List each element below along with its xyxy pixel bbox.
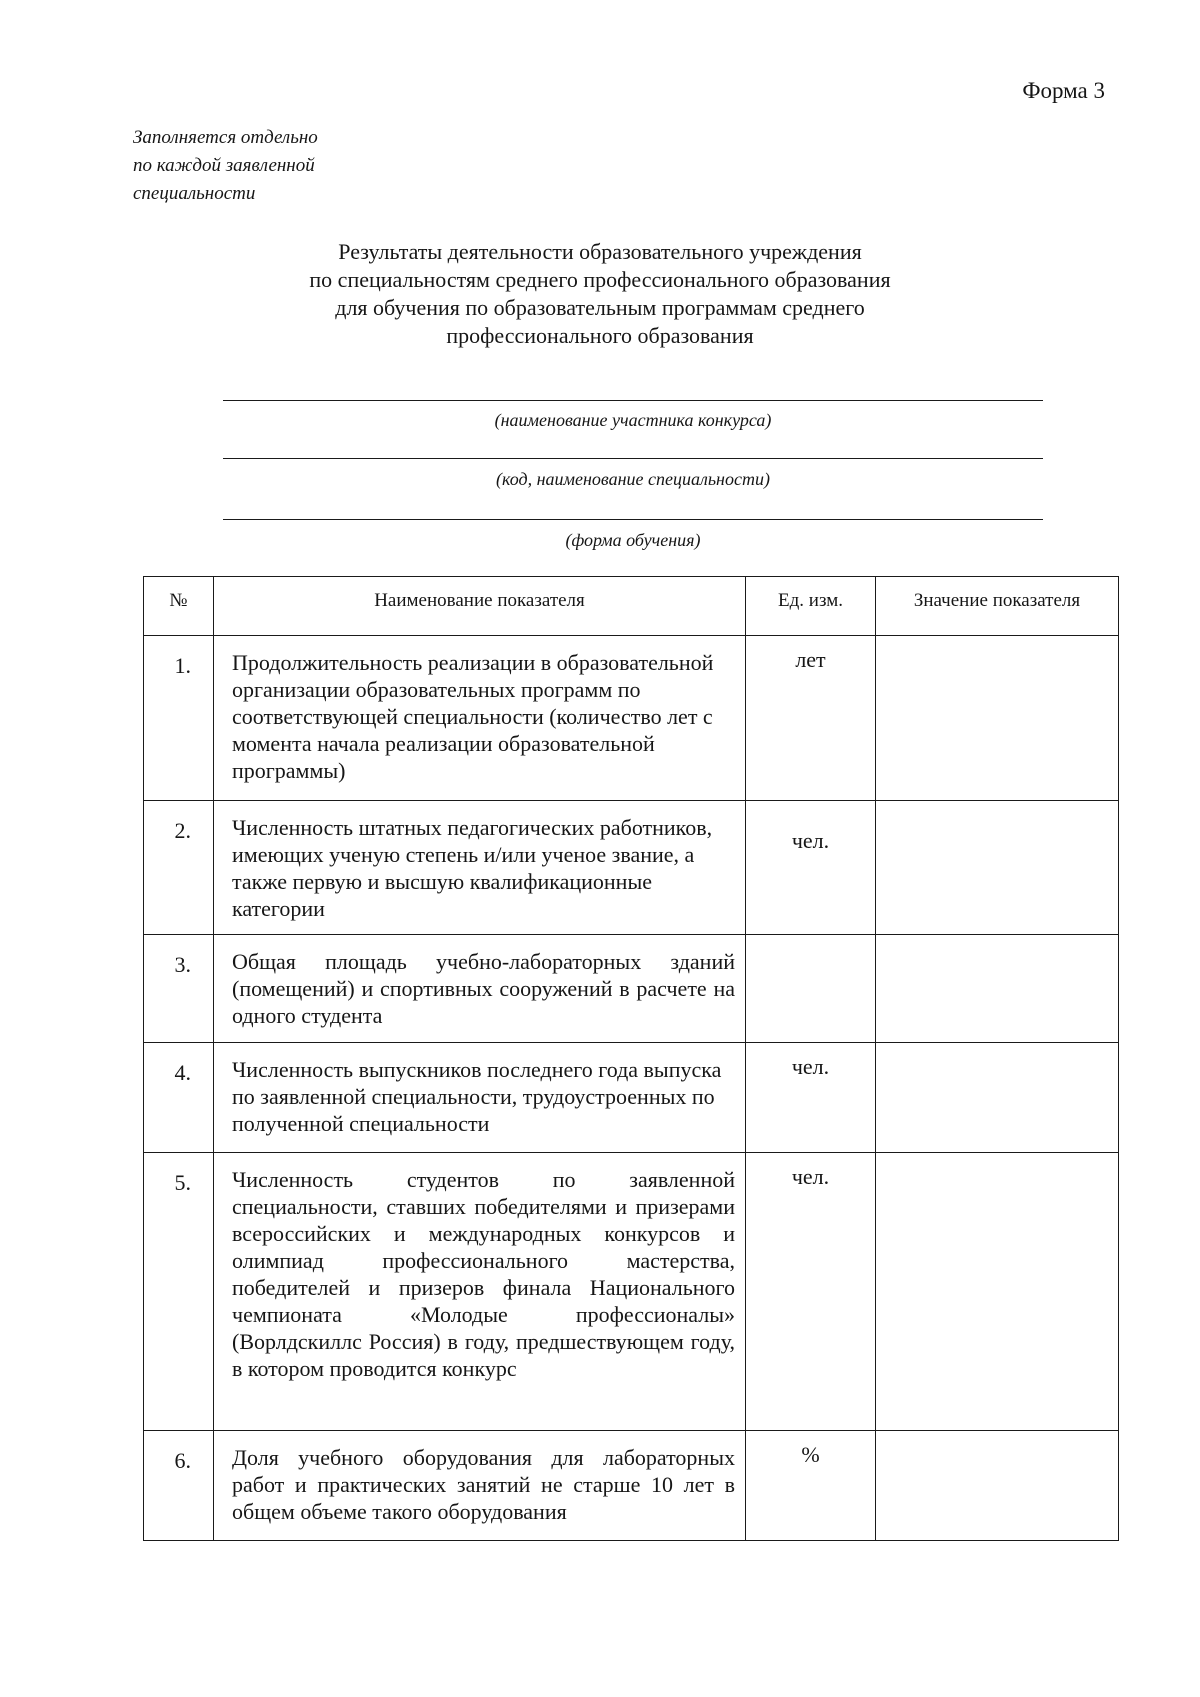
unit-cell: чел. bbox=[746, 1043, 876, 1153]
unit-cell: % bbox=[746, 1431, 876, 1541]
header-number: № bbox=[144, 577, 214, 636]
unit-cell: лет bbox=[746, 636, 876, 801]
form-number: Форма 3 bbox=[1022, 78, 1105, 103]
value-cell[interactable] bbox=[876, 1431, 1119, 1541]
document-title bbox=[230, 238, 970, 350]
title-line: Результаты деятельности образовательного учреждения bbox=[338, 239, 862, 264]
value-cell[interactable] bbox=[876, 1153, 1119, 1431]
row-number: 1. bbox=[144, 636, 214, 801]
table-row bbox=[144, 801, 1119, 935]
indicators-table bbox=[143, 576, 1119, 1541]
indicator-name: Численность студентов по заявленной специальности, ставших победителями и призерами всероссийских и международных конкурсов и олимпиад профессионального мастерства, победителей и призеров финала Национального чемпионата «Молодые профессионалы» (Ворлдскиллс Россия) в году, предшествующем году, в котором проводится конкурс bbox=[214, 1153, 746, 1431]
table-row bbox=[144, 1153, 1119, 1431]
note-line: Заполняется отдельно bbox=[133, 127, 318, 148]
row-number: 5. bbox=[144, 1153, 214, 1431]
participant-name-line[interactable] bbox=[223, 400, 1043, 401]
indicator-name: Численность выпускников последнего года выпуска по заявленной специальности, трудоустроенных по полученной специальности bbox=[214, 1043, 746, 1153]
participant-name-caption: (наименование участника конкурса) bbox=[494, 410, 772, 430]
table-row bbox=[144, 1043, 1119, 1153]
study-form-caption: (форма обучения) bbox=[565, 530, 701, 550]
note-line: по каждой заявленной bbox=[133, 155, 315, 176]
title-line: профессионального образования bbox=[446, 323, 754, 348]
header-value: Значение показателя bbox=[876, 577, 1119, 636]
fill-instruction-note bbox=[133, 124, 393, 208]
indicator-name: Численность штатных педагогических работников, имеющих ученую степень и/или ученое звание, а также первую и высшую квалификационные категории bbox=[214, 801, 746, 935]
title-line: для обучения по образовательным программам среднего bbox=[335, 295, 865, 320]
study-form-line[interactable] bbox=[223, 519, 1043, 520]
value-cell[interactable] bbox=[876, 636, 1119, 801]
value-cell[interactable] bbox=[876, 801, 1119, 935]
row-number: 4. bbox=[144, 1043, 214, 1153]
unit-cell: чел. bbox=[746, 801, 876, 935]
row-number: 3. bbox=[144, 935, 214, 1043]
indicator-name: Доля учебного оборудования для лабораторных работ и практических занятий не старше 10 лет в общем объеме такого оборудования bbox=[214, 1431, 746, 1541]
table-row bbox=[144, 935, 1119, 1043]
header-name: Наименование показателя bbox=[214, 577, 746, 636]
unit-cell: чел. bbox=[746, 1153, 876, 1431]
note-line: специальности bbox=[133, 183, 256, 204]
header-unit: Ед. изм. bbox=[746, 577, 876, 636]
title-line: по специальностям среднего профессионального образования bbox=[309, 267, 891, 292]
table-header-row bbox=[144, 577, 1119, 636]
row-number: 2. bbox=[144, 801, 214, 935]
table-row bbox=[144, 1431, 1119, 1541]
indicator-name: Продолжительность реализации в образовательной организации образовательных программ по соответствующей специальности (количество лет с момента начала реализации образовательной программы) bbox=[214, 636, 746, 801]
specialty-code-line[interactable] bbox=[223, 458, 1043, 459]
specialty-code-caption: (код, наименование специальности) bbox=[496, 469, 770, 489]
table-row bbox=[144, 636, 1119, 801]
unit-cell bbox=[746, 935, 876, 1043]
row-number: 6. bbox=[144, 1431, 214, 1541]
indicator-name: Общая площадь учебно-лабораторных зданий (помещений) и спортивных сооружений в расчете на одного студента bbox=[214, 935, 746, 1043]
value-cell[interactable] bbox=[876, 1043, 1119, 1153]
value-cell[interactable] bbox=[876, 935, 1119, 1043]
